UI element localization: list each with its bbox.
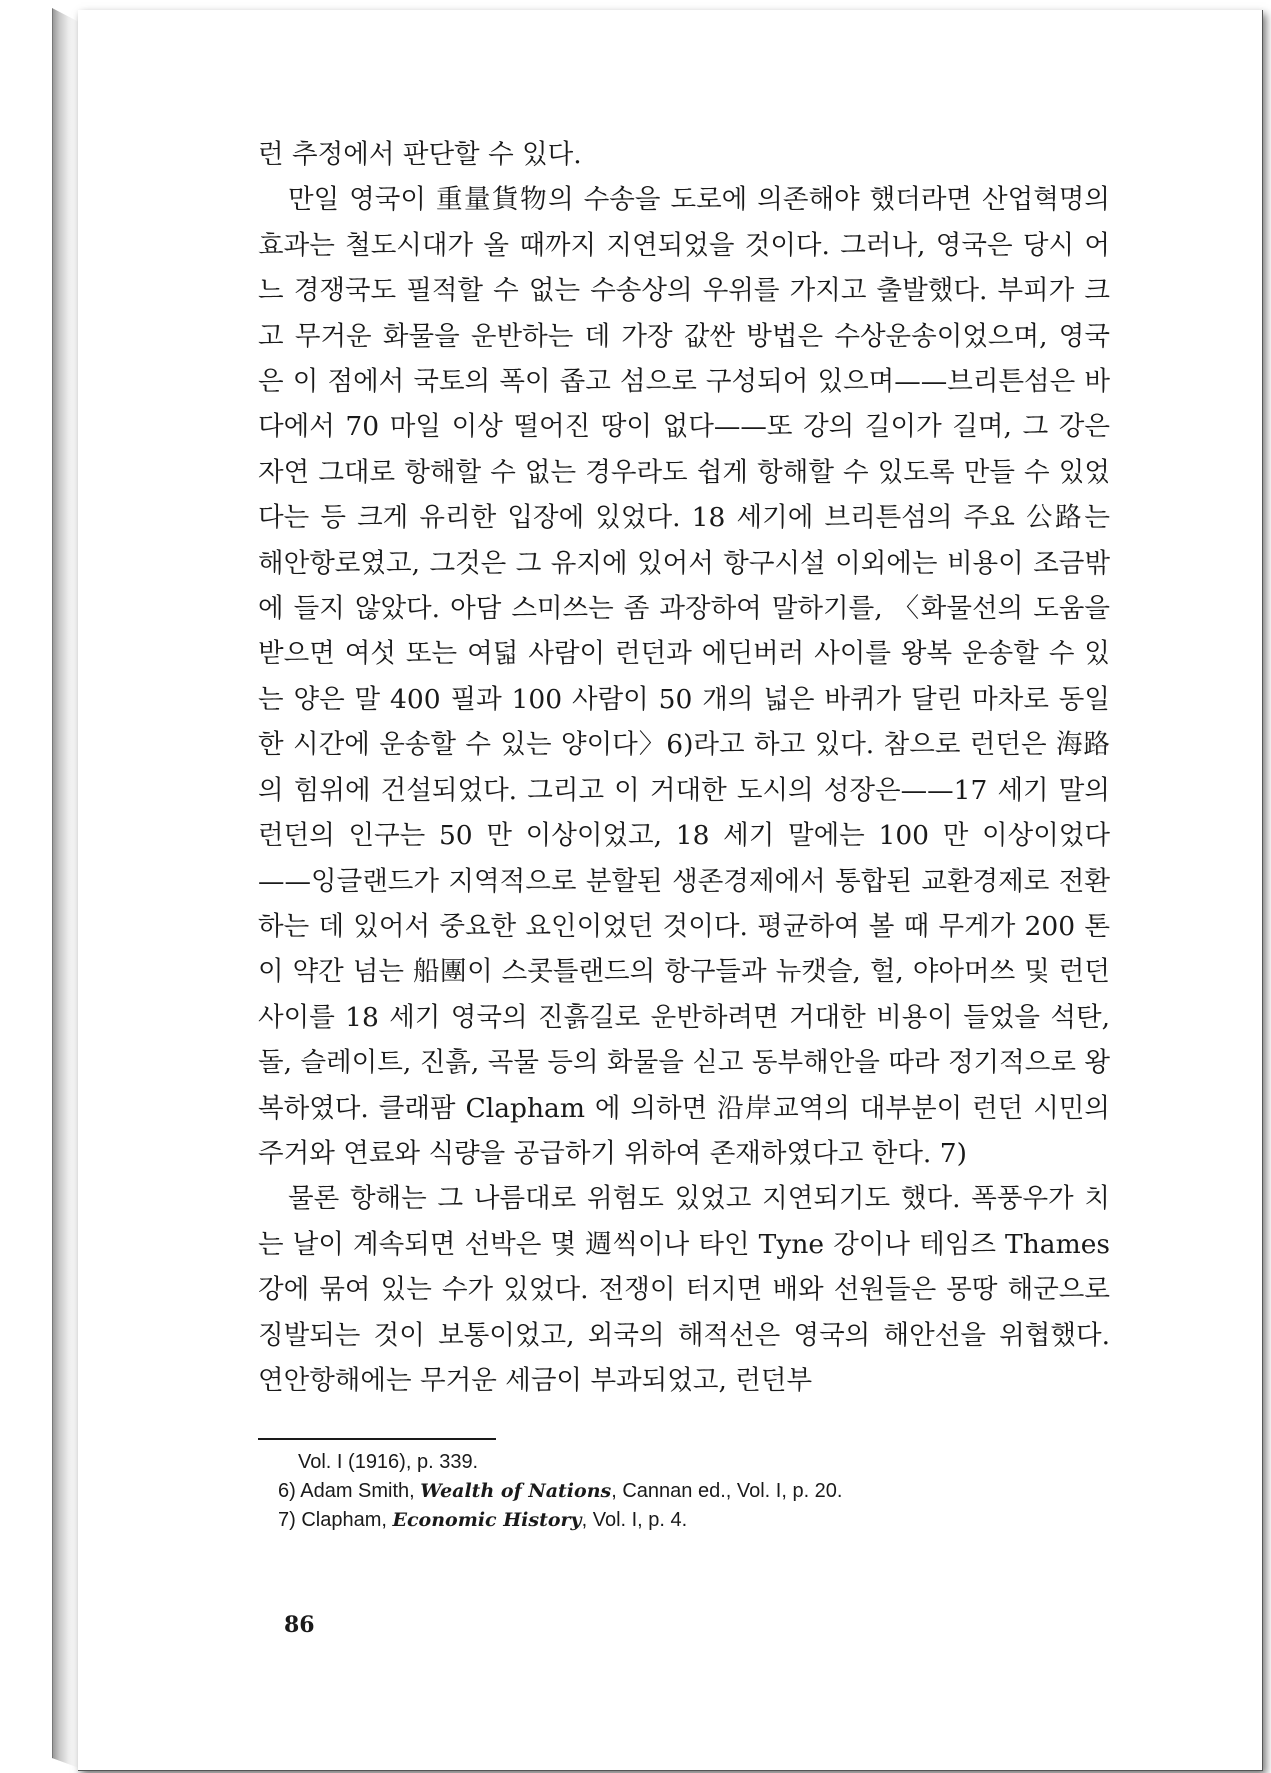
page-stack-edge [52, 8, 79, 1768]
body-text [258, 132, 1110, 1403]
footnote-6: 6) Adam Smith, Wealth of Nations, Cannan ed., Vol. I, p. 20. [278, 1480, 843, 1502]
footnotes [258, 1438, 1110, 1535]
footnote-rule [258, 1438, 496, 1440]
footnote-continuation: Vol. I (1916), p. 339. [298, 1451, 479, 1473]
paragraph-continuation: 런 추정에서 판단할 수 있다. [258, 139, 582, 170]
paragraph-navigation-risks: 물론 항해는 그 나름대로 위험도 있었고 지연되기도 했다. 폭풍우가 치는 날이 계속되면 선박은 몇 週씩이나 타인 Tyne 강이나 테임즈 Thames 강에 묶여 있는 수가 있었다. 전쟁이 터지면 배와 선원들은 몽땅 해군으로 징발되는 것이 보통이었고, 외국의 해적선은 영국의 해안선을 위협했다. 연안항해에는 무거운 세금이 부과되었고, 런던부 [258, 1183, 1110, 1396]
paragraph-transport-advantage: 만일 영국이 重量貨物의 수송을 도로에 의존해야 했더라면 산업혁명의 효과는 철도시대가 올 때까지 지연되었을 것이다. 그러나, 영국은 당시 어느 경쟁국도 필적할 수 없는 수송상의 우위를 가지고 출발했다. 부피가 크고 무거운 화물을 운반하는 데 가장 값싼 방법은 수상운송이었으며, 영국은 이 점에서 국토의 폭이 좁고 섬으로 구성되어 있으며——브리튼섬은 바다에서 70 마일 이상 떨어진 땅이 없다——또 강의 길이가 길며, 그 강은 자연 그대로 항해할 수 없는 경우라도 쉽게 항해할 수 있도록 만들 수 있었다는 등 크게 유리한 입장에 있었다. 18 세기에 브리튼섬의 주요 公路는 해안항로였고, 그것은 그 유지에 있어서 항구시설 이외에는 비용이 조금밖에 들지 않았다. 아담 스미쓰는 좀 과장하여 말하기를, 〈화물선의 도움을 받으면 여섯 또는 여덟 사람이 런던과 에딘버러 사이를 왕복 운송할 수 있는 양은 말 400 필과 100 사람이 50 개의 넓은 바퀴가 달린 마차로 동일한 시간에 운송할 수 있는 양이다〉6)라고 하고 있다. 참으로 런던은 海路의 힘위에 건설되었다. 그리고 이 거대한 도시의 성장은——17 세기 말의 런던의 인구는 50 만 이상이었고, 18 세기 말에는 100 만 이상이었다——잉글랜드가 지역적으로 분할된 생존경제에서 통합된 교환경제로 전환하는 데 있어서 중요한 요인이었던 것이다. 평균하여 볼 때 무게가 200 톤이 약간 넘는 船團이 스콧틀랜드의 항구들과 뉴캣슬, 헐, 야아머쓰 및 런던 사이를 18 세기 영국의 진흙길로 운반하려면 거대한 비용이 들었을 석탄, 돌, 슬레이트, 진흙, 곡물 등의 화물을 싣고 동부해안을 따라 정기적으로 왕복하였다. 클래팜 Clapham 에 의하면 沿岸교역의 대부분이 런던 시민의 주거와 연료와 식량을 공급하기 위하여 존재하였다고 한다. 7) [258, 184, 1110, 1169]
footnote-7: 7) Clapham, Economic History, Vol. I, p. 4. [278, 1509, 688, 1531]
page-number: 86 [284, 1612, 315, 1638]
